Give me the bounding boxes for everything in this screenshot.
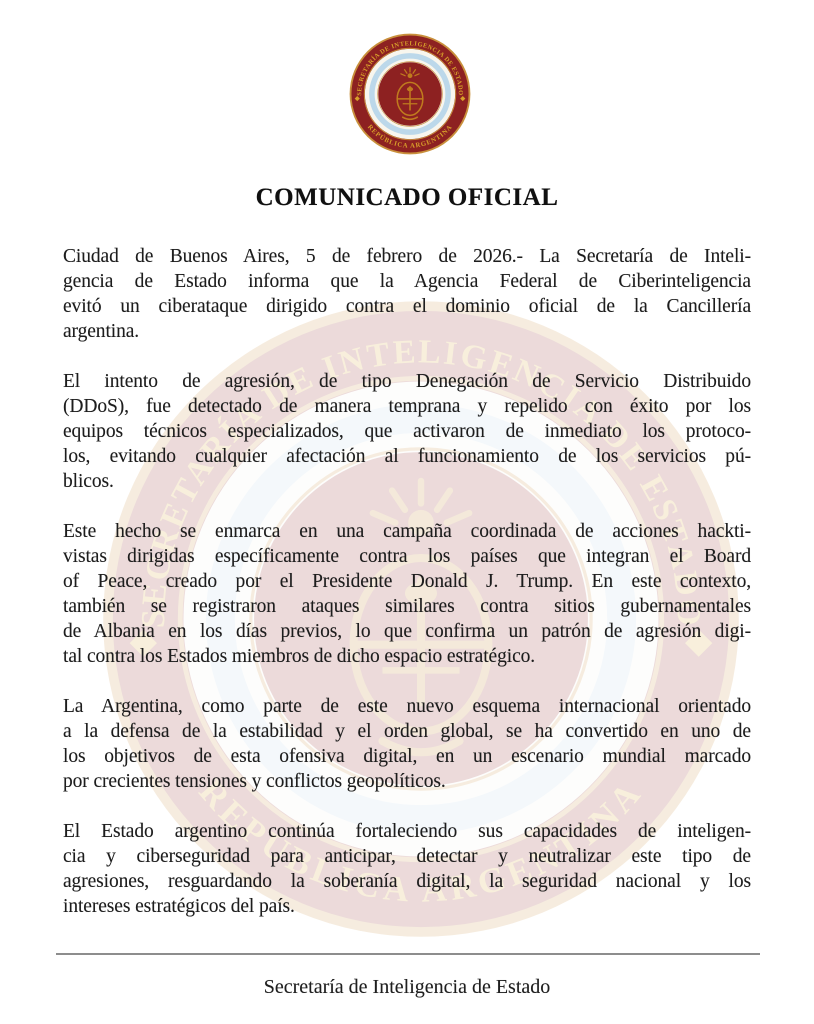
paragraph-line: Ciudad de Buenos Aires, 5 de febrero de 2026.- La Secretaría de Inteli- [63,246,751,267]
paragraph-line: Este hecho se enmarca en una campaña coordinada de acciones hackti- [63,521,751,542]
page-title: COMUNICADO OFICIAL [255,184,559,211]
paragraph-line: también se registraron ataques similares contra sitios gubernamentales [63,596,751,617]
footer-signature: Secretaría de Inteligencia de Estado [263,976,551,998]
paragraph-line: vistas dirigidas específicamente contra los países que integran el Board [63,546,751,567]
paragraph-line: of Peace, creado por el Presidente Donald J. Trump. En este contexto, [63,571,751,592]
paragraph-line: gencia de Estado informa que la Agencia Federal de Ciberinteligencia [63,271,751,292]
paragraph-line: evitó un ciberataque dirigido contra el dominio oficial de la Cancillería [63,296,751,317]
paragraph-line: blicos. [63,471,114,492]
paragraph [63,694,751,794]
communique-body [63,244,751,944]
paragraph-line: agresiones, resguardando la soberanía digital, la seguridad nacional y los [63,871,751,892]
paragraph-line: los objetivos de esta ofensiva digital, en un escenario mundial marcado [63,746,751,767]
paragraph-line: por crecientes tensiones y conflictos geopolíticos. [63,771,446,792]
paragraph [63,244,751,344]
paragraph-line: de Albania en los días previos, lo que confirma un patrón de agresión digi- [63,621,751,642]
paragraph-line: argentina. [63,321,140,342]
paragraph-line: intereses estratégicos del país. [63,896,295,917]
paragraph-line: equipos técnicos especializados, que activaron de inmediato los protoco- [63,421,751,442]
paragraph-line: a la defensa de la estabilidad y el orden global, se ha convertido en uno de [63,721,751,742]
sie-seal-logo [349,33,471,155]
paragraph [63,369,751,494]
paragraph-line: los, evitando cualquier afectación al funcionamiento de los servicios pú- [63,446,751,467]
paragraph-line: (DDoS), fue detectado de manera temprana y repelido con éxito por los [63,396,751,417]
paragraph [63,819,751,919]
footer-divider [56,953,760,955]
paragraph-line: El intento de agresión, de tipo Denegación de Servicio Distribuido [63,371,751,392]
paragraph-line: tal contra los Estados miembros de dicho espacio estratégico. [63,646,536,667]
paragraph-line: La Argentina, como parte de este nuevo esquema internacional orientado [63,696,751,717]
paragraph-line: cia y ciberseguridad para anticipar, detectar y neutralizar este tipo de [63,846,751,867]
paragraph [63,519,751,669]
paragraph-line: El Estado argentino continúa fortaleciendo sus capacidades de inteligen- [63,821,751,842]
